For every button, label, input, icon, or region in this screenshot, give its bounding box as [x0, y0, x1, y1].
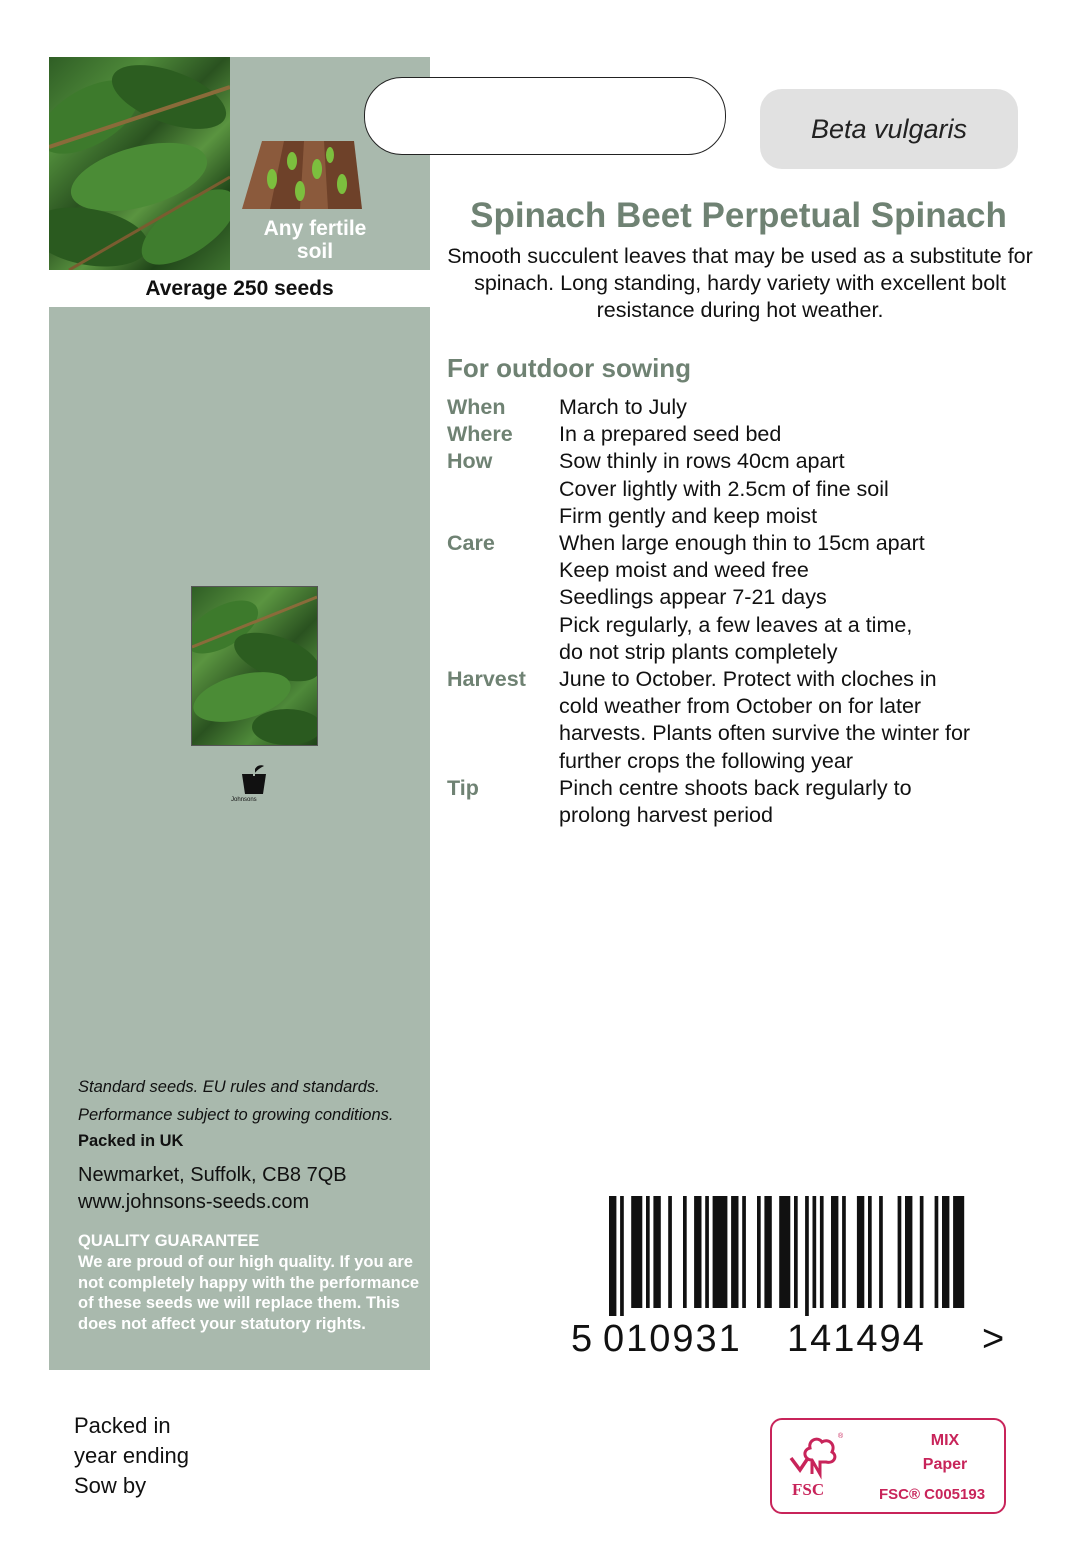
barcode-bar [609, 1196, 616, 1316]
barcode-bar [831, 1196, 838, 1308]
sowing-line: Cover lightly with 2.5cm of fine soil [559, 476, 889, 501]
sowing-line: prolong harvest period [559, 803, 773, 827]
sowing-label: Care [447, 531, 495, 555]
barcode-bar [842, 1196, 846, 1308]
soil-label [230, 217, 400, 263]
sowing-line: further crops the following year [559, 748, 853, 773]
sowing-line: When large enough thin to 15cm apart [559, 531, 925, 555]
barcode-bar [935, 1196, 939, 1308]
sowing-value [559, 421, 1039, 448]
barcode-bar [905, 1196, 912, 1308]
packed-in-uk: Packed in UK [78, 1132, 184, 1150]
sowing-line: Pick regularly, a few leaves at a time, [559, 612, 913, 637]
sowing-row-where [447, 421, 1047, 448]
sowing-value [559, 530, 1039, 666]
barcode-bar [942, 1196, 949, 1308]
barcode-bar [794, 1196, 798, 1308]
sowing-line: Seedlings appear 7-21 days [559, 585, 827, 610]
product-title: Spinach Beet Perpetual Spinach [470, 196, 1007, 235]
sowing-heading: For outdoor sowing [447, 353, 692, 383]
sowing-line: June to October. Protect with cloches in [559, 667, 937, 691]
soil-label-line2: soil [296, 240, 334, 263]
barcode-bar [764, 1196, 771, 1308]
barcode-bar [713, 1196, 728, 1308]
barcode-bar [953, 1196, 964, 1308]
spinach-thumbnail [191, 586, 318, 746]
sowing-row-when [447, 394, 1047, 421]
latin-name: Beta vulgaris [760, 89, 1018, 169]
sowing-row-care [447, 530, 1047, 666]
sowing-row-harvest [447, 666, 1047, 775]
sowing-line: harvests. Plants often survive the winter for [559, 721, 971, 746]
sowing-value [559, 394, 1039, 421]
barcode-first-digit: 5 [571, 1318, 593, 1360]
sowing-row-tip [447, 775, 1047, 829]
packed-in-label: Packed in [74, 1413, 171, 1438]
sowing-value [559, 775, 1039, 829]
fsc-tree-icon [786, 1430, 846, 1480]
address: Newmarket, Suffolk, CB8 7QB [78, 1164, 347, 1186]
sowing-label: How [447, 449, 493, 474]
svg-text:®: ® [838, 1433, 844, 1440]
barcode-bar [920, 1196, 924, 1308]
soil-rows-icon [242, 139, 362, 211]
fsc-label [770, 1418, 1006, 1514]
sowing-label: Tip [447, 775, 479, 800]
sowing-line: Pinch centre shoots back regularly to [559, 775, 912, 800]
barcode-bar [731, 1196, 738, 1308]
year-ending-label: year ending [74, 1443, 189, 1468]
quality-body: We are proud of our high quality. If you are not completely happy with the performance of these seeds we will replace them. This does not affect your statutory rights. [78, 1253, 420, 1333]
barcode-bar [646, 1196, 650, 1308]
barcode-end-mark: > [982, 1318, 1005, 1360]
barcode [609, 1196, 971, 1316]
performance-text: Performance subject to growing conditions. [78, 1106, 394, 1124]
barcode-bar [694, 1196, 701, 1308]
seed-count: Average 250 seeds [49, 270, 430, 307]
sowing-line: Sow thinly in rows 40cm apart [559, 449, 845, 474]
sowing-line: Keep moist and weed free [559, 558, 809, 583]
sowing-line: In a prepared seed bed [559, 422, 782, 447]
barcode-bar [813, 1196, 817, 1308]
barcode-bar [879, 1196, 883, 1308]
website-link[interactable]: www.johnsons-seeds.com [78, 1191, 310, 1213]
barcode-bar [668, 1196, 672, 1308]
fsc-paper: Paper [922, 1456, 968, 1473]
sowing-line: March to July [559, 395, 687, 419]
fsc-mix: MIX [930, 1432, 960, 1449]
sowing-value [559, 666, 1039, 775]
barcode-bar [631, 1196, 642, 1308]
quality-heading: QUALITY GUARANTEE [78, 1232, 260, 1250]
sow-by-label: Sow by [74, 1473, 147, 1498]
barcode-bar [620, 1196, 624, 1316]
sowing-line: cold weather from October on for later [559, 694, 922, 719]
barcode-bar [742, 1196, 746, 1308]
sowing-label: Where [447, 422, 513, 447]
barcode-bar [805, 1196, 809, 1316]
sowing-line: Firm gently and keep moist [559, 503, 818, 528]
name-field [364, 77, 726, 155]
barcode-bar [705, 1196, 709, 1308]
barcode-bar [779, 1196, 790, 1308]
barcode-bar [820, 1196, 824, 1308]
fsc-code: FSC® C005193 [878, 1486, 986, 1503]
barcode-bar [757, 1196, 761, 1308]
sowing-row-how [447, 448, 1047, 530]
barcode-right-group: 141494 [787, 1318, 926, 1360]
sowing-label: When [447, 395, 506, 419]
barcode-left-group: 010931 [603, 1318, 742, 1360]
soil-label-line1: Any fertile [263, 217, 367, 240]
barcode-bar [653, 1196, 660, 1308]
barcode-bar [857, 1196, 864, 1308]
fsc-wordmark: FSC [792, 1480, 825, 1499]
standards-text: Standard seeds. EU rules and standards. [78, 1078, 380, 1096]
barcode-bar [683, 1196, 687, 1308]
logo-text: Johnsons [231, 797, 257, 803]
product-description: Smooth succulent leaves that may be used as a substitute for spinach. Long standing, hardy variety with excellent bolt resistance during hot weather. [447, 244, 1033, 322]
barcode-bar [868, 1196, 872, 1308]
sowing-value [559, 448, 1039, 530]
sowing-label: Harvest [447, 667, 526, 691]
barcode-bar [898, 1196, 902, 1308]
spinach-photo [49, 57, 230, 270]
sowing-line: do not strip plants completely [559, 639, 838, 664]
